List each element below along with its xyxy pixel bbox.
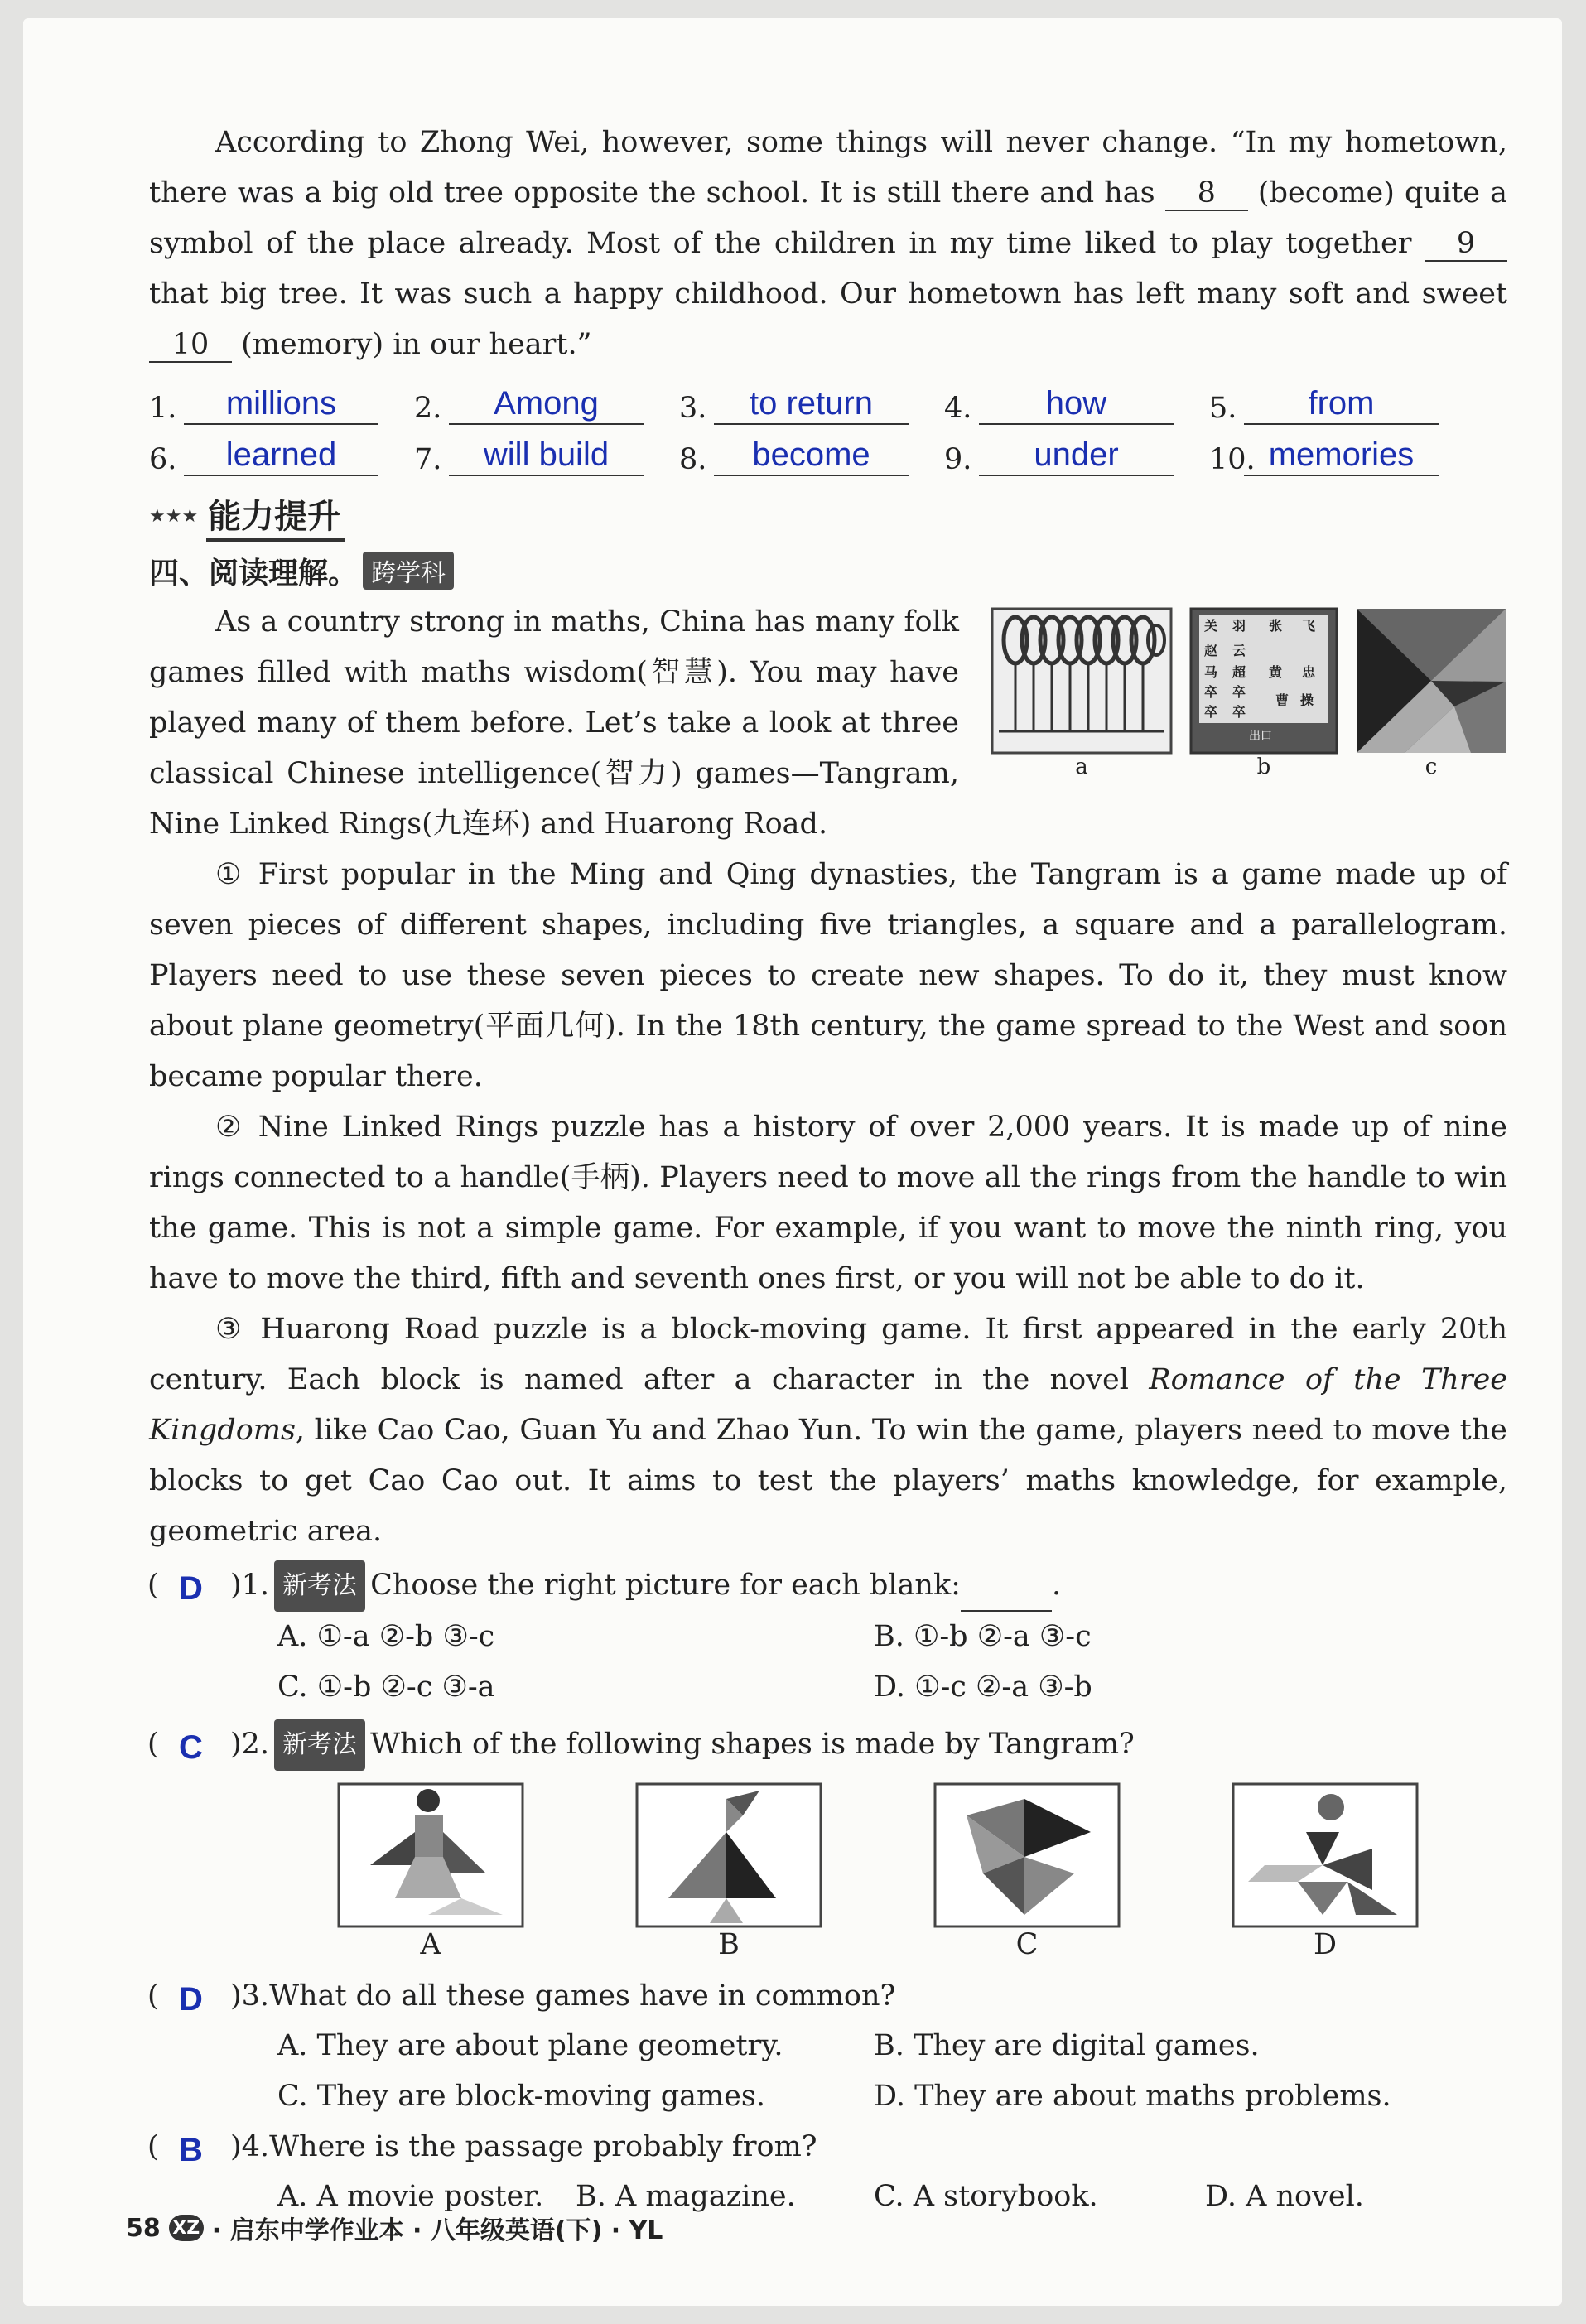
- answer-item: [1209, 435, 1474, 476]
- novel-title: Romance of the Three Kingdoms: [149, 1363, 1508, 1447]
- block-label: 卒: [1232, 684, 1246, 700]
- answer-value: Among: [449, 383, 644, 425]
- answer-value: to return: [714, 383, 909, 425]
- question-end: .: [1051, 1569, 1062, 1602]
- answer-item: [679, 383, 944, 425]
- question-2: ( C )2. 新考法 Which of the following shapes is made by Tangram?: [147, 1719, 1507, 1771]
- option: A. They are about plane geometry.: [277, 2029, 783, 2062]
- huarong-road-picture: [1189, 607, 1338, 755]
- option: A. ①-a ②-b ③-c: [277, 1620, 495, 1653]
- option: B. ①-b ②-a ③-c: [874, 1620, 1092, 1653]
- answer-item: [149, 435, 414, 476]
- answer-number: 2.: [414, 392, 442, 425]
- answer-item: [414, 435, 679, 476]
- block-label: 忠: [1302, 664, 1316, 680]
- page-footer: [126, 2210, 663, 2246]
- figure-b: [1189, 607, 1338, 850]
- shape-c-picture: [933, 1782, 1121, 1928]
- question-text: Which of the following shapes is made by Tangram?: [370, 1728, 1135, 1761]
- block-label: 马: [1204, 664, 1218, 680]
- passage-text: According to Zhong Wei, however, some things will never change. “In my hometown, there was a big old tree opposite the school. It is still there and has: [149, 126, 1507, 210]
- figures: [991, 607, 1507, 850]
- answer-value: become: [714, 435, 909, 476]
- question-text: What do all these games have in common?: [269, 1979, 896, 2013]
- question-1: ( D )1. 新考法 Choose the right picture for each blank: .: [147, 1560, 1507, 1612]
- shape-option-b: [580, 1782, 878, 1961]
- shape-option-d: [1176, 1782, 1474, 1961]
- answer-item: [679, 435, 944, 476]
- paragraph-text: ③ Huarong Road puzzle is a block-moving game. It first appeared in the early 20th century. Each block is named after a character in the novel: [149, 1313, 1507, 1396]
- question-text: Where is the passage probably from?: [269, 2130, 817, 2163]
- block-label: 关: [1204, 618, 1218, 634]
- figure-label: a: [1075, 755, 1088, 779]
- passage-top: [149, 118, 1507, 370]
- answer-value: under: [979, 435, 1174, 476]
- answer-number: 10.: [1209, 443, 1256, 476]
- answer-number: 4.: [944, 392, 972, 425]
- figure-label: b: [1256, 755, 1271, 779]
- block-label: 超: [1232, 664, 1246, 680]
- option: D. A novel.: [1205, 2180, 1364, 2213]
- shape-option-c: [878, 1782, 1176, 1961]
- stars-icon: ★★★: [149, 505, 199, 527]
- figure-label: c: [1425, 755, 1438, 779]
- option: B. They are digital games.: [874, 2029, 1260, 2062]
- answer-choice: B: [179, 2132, 203, 2168]
- question-number: )1.: [230, 1569, 270, 1602]
- question-number: )2.: [230, 1728, 270, 1761]
- question-text: Choose the right picture for each blank:: [370, 1569, 961, 1602]
- exit-label: 出口: [1249, 730, 1272, 743]
- shape-a-picture: [337, 1782, 524, 1928]
- option: D. They are about maths problems.: [874, 2080, 1391, 2113]
- question-blank: [961, 1560, 1052, 1612]
- figure-c: [1355, 607, 1507, 850]
- answer-number: 8.: [679, 443, 707, 476]
- answer-number: 5.: [1209, 392, 1237, 425]
- figure-a: [991, 607, 1173, 850]
- block-label: 黄: [1269, 664, 1283, 680]
- option: B. A magazine.: [576, 2180, 796, 2213]
- answer-number: 1.: [149, 392, 177, 425]
- block-label: 羽: [1232, 618, 1246, 634]
- option: C. ①-b ②-c ③-a: [277, 1671, 495, 1704]
- answer-key: [149, 374, 1507, 476]
- answer-value: will build: [449, 435, 644, 476]
- answer-item: [944, 383, 1209, 425]
- page: [23, 18, 1562, 2306]
- publisher-logo: XZ: [169, 2215, 204, 2241]
- answer-choice: C: [179, 1729, 203, 1766]
- shape-option-a: [282, 1782, 580, 1961]
- option: A. A movie poster.: [277, 2180, 544, 2213]
- shape-d-picture: [1232, 1782, 1419, 1928]
- block-label: 操: [1300, 692, 1314, 708]
- shape-options: [149, 1782, 1507, 1961]
- answer-value: memories: [1244, 435, 1439, 476]
- paragraph-text: , like Cao Cao, Guan Yu and Zhao Yun. To win the game, players need to move the blocks to get Cao Cao out. It aims to test the players’ maths knowledge, for example, geometric area.: [149, 1414, 1507, 1548]
- answer-item: [944, 435, 1209, 476]
- page-number: 58: [126, 2213, 161, 2243]
- options-q1: [149, 1612, 1507, 1713]
- option: C. A storybook.: [874, 2180, 1098, 2213]
- answer-item: [149, 383, 414, 425]
- intro-paragraph: As a country strong in maths, China has many folk games filled with maths wisdom(智慧). You may have played many of them before. Let’s take a look at three classical Chinese intelligence(智力) games—Tangram, Nine Linked Rings(九连环) and Huarong Road.: [149, 605, 959, 841]
- block-label: 卒: [1204, 704, 1218, 720]
- question-number: )4.: [230, 2130, 270, 2163]
- answer-choice: D: [179, 1981, 203, 2018]
- content: [149, 118, 1507, 2222]
- answer-value: millions: [184, 383, 378, 425]
- answer-item: [414, 383, 679, 425]
- answer-number: 7.: [414, 443, 442, 476]
- footer-text: · 启东中学作业本 · 八年级英语(下) · YL: [211, 2216, 663, 2245]
- options-q3: [149, 2021, 1507, 2122]
- option: C: [1015, 1928, 1039, 1961]
- section-title: 能力提升: [206, 490, 345, 542]
- question-number: )3.: [230, 1979, 270, 2013]
- section-heading: [149, 491, 1507, 541]
- subsection-heading: [149, 544, 1507, 597]
- block-label: 卒: [1204, 684, 1218, 700]
- question-3: ( D )3. What do all these games have in common?: [147, 1971, 1507, 2021]
- question-4: ( B )4. Where is the passage probably from?: [147, 2122, 1507, 2172]
- answer-value: learned: [184, 435, 378, 476]
- answer-row: [149, 425, 1507, 476]
- question-tag: 新考法: [274, 1560, 365, 1612]
- paragraph-huarong: [149, 1304, 1507, 1557]
- blank-8: 8: [1165, 176, 1248, 211]
- answer-number: 3.: [679, 392, 707, 425]
- blank-9: 9: [1425, 227, 1507, 262]
- option: D. ①-c ②-a ③-b: [874, 1671, 1092, 1704]
- block-label: 赵: [1204, 643, 1218, 658]
- answer-item: [1209, 383, 1474, 425]
- answer-row: [149, 374, 1507, 425]
- question-tag: 新考法: [274, 1719, 365, 1771]
- subject-tag: 跨学科: [363, 552, 454, 590]
- answer-value: from: [1244, 383, 1439, 425]
- option: C. They are block-moving games.: [277, 2080, 765, 2113]
- nine-linked-rings-picture: [991, 607, 1173, 755]
- passage-text: (become) quite a symbol of the place already. Most of the children in my time liked to play together: [149, 176, 1507, 260]
- passage-text: that big tree. It was such a happy childhood. Our hometown has left many soft and sweet: [149, 277, 1507, 311]
- answer-number: 6.: [149, 443, 177, 476]
- subsection-title: 四、阅读理解。: [149, 556, 359, 591]
- shape-b-picture: [635, 1782, 822, 1928]
- intro-block: [149, 597, 1507, 850]
- paragraph-tangram: ① First popular in the Ming and Qing dynasties, the Tangram is a game made up of seven pieces of different shapes, including five triangles, a square and a parallelogram. Players need to use these seven pieces to create new shapes. To do it, they must know about plane geometry(平面几何). In the 18th century, the game spread to the West and soon became popular there.: [149, 858, 1507, 1093]
- tangram-picture: [1355, 607, 1507, 755]
- answer-number: 9.: [944, 443, 972, 476]
- block-label: 张: [1269, 618, 1283, 634]
- block-label: 飞: [1302, 618, 1316, 634]
- block-label: 卒: [1232, 704, 1246, 720]
- answer-choice: D: [179, 1570, 203, 1607]
- blank-10: 10: [149, 328, 232, 363]
- option: B: [718, 1928, 740, 1961]
- block-label: 云: [1232, 643, 1246, 658]
- block-label: 曹: [1275, 692, 1290, 708]
- answer-value: how: [979, 383, 1174, 425]
- option: A: [420, 1928, 441, 1961]
- passage-text: (memory) in our heart.”: [232, 328, 592, 361]
- option: D: [1313, 1928, 1338, 1961]
- paragraph-rings: ② Nine Linked Rings puzzle has a history of over 2,000 years. It is made up of nine rings connected to a handle(手柄). Players need to move all the rings from the handle to win the game. This is not a simple game. For example, if you want to move the ninth ring, you have to move the third, fifth and seventh ones first, or you will not be able to do it.: [149, 1111, 1507, 1295]
